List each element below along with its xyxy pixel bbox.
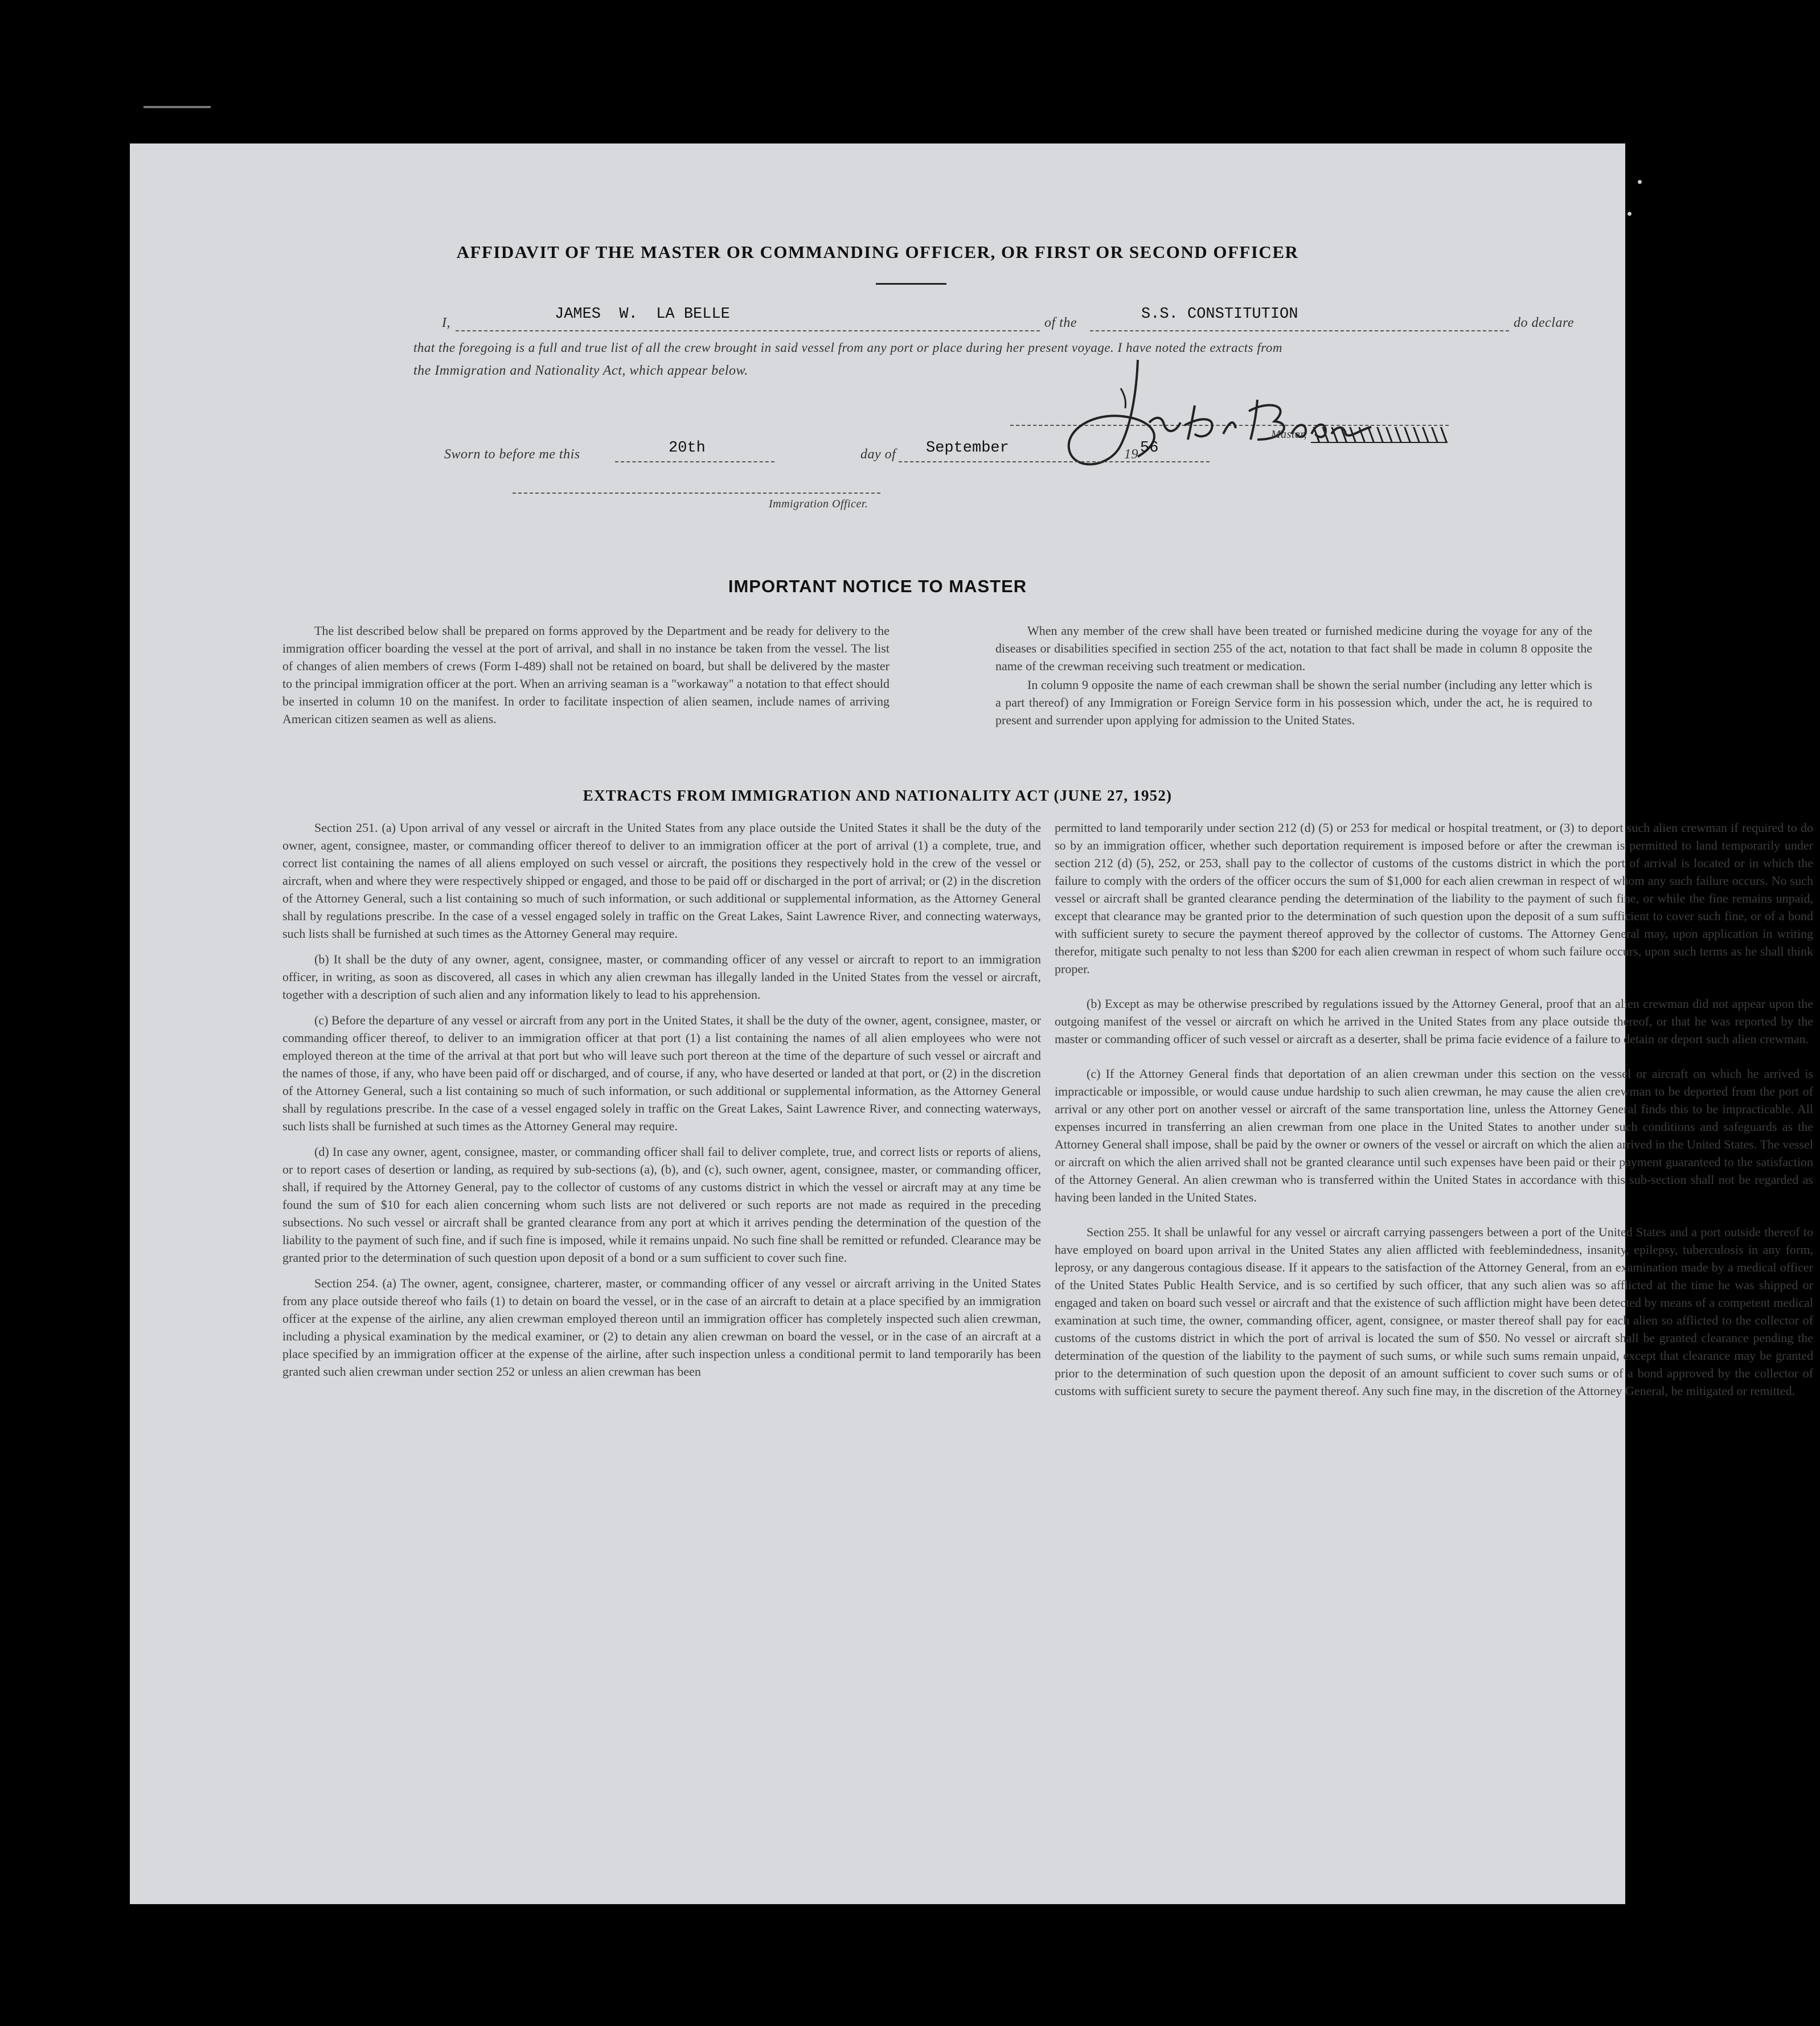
year-suffix: 56: [1140, 440, 1159, 457]
section-251-d: (d) In case any owner, agent, consignee, master, or commanding officer shall fail to deliver complete, true, and correct lists or reports of aliens, or to report cases of desertion or landing, as required by sub-sections (a), (b), and (c), such owner, agent, consignee, master, or commanding officer, shall, if required by the Attorney General, pay to the collector of customs of any customs district in which the vessel or aircraft may at any time be found the sum of $10 for each alien concerning whom such lists are not delivered or such reports are not made as required in the preceding subsections. No such vessel or aircraft shall be granted clearance from any port at which it arrives pending the determination of the question of the liability to the payment of such fine, and if such fine is imposed, while it remains unpaid. No such fine shall be remitted or refunded. Clearance may be granted prior to the determination of such question upon deposit of a bond or a sum sufficient to cover such fine.: [282, 1145, 1041, 1265]
master-name: JAMES W. LA BELLE: [555, 306, 730, 323]
declaration-line-1: that the foregoing is a full and true list of all the crew brought in said vessel from any port or place during her present voyage. I have noted the extracts from: [413, 341, 1282, 355]
section-251-c: (c) Before the departure of any vessel or aircraft from any port in the United States, it shall be the duty of the owner, agent, consignee, master, or commanding officer thereof, to deliver to an immigration officer at that port (1) a list containing the names of all alien employees who were not employed thereon at the time of the arrival at that port but who will leave such port thereon at the time of the departure of such vessel or aircraft and the names of those, if any, who have been paid off or discharged, and of course, if any, who have deserted or landed at that port, or (2) in the discretion of the Attorney General, such a list containing so much of such information, or such additional or supplemental information, as the Attorney General shall by regulations prescribe. In the case of a vessel engaged solely in traffic on the Great Lakes, Saint Lawrence River, and connecting waterways, such lists shall be furnished at such times as the Attorney General may require.: [282, 1013, 1041, 1133]
extracts-right-column: [1055, 819, 1813, 1408]
master-rank-struck: [1311, 427, 1448, 443]
notice-right-paragraph: In column 9 opposite the name of each crewman shall be shown the serial number (including any letter which is a part thereof) of any Immigration or Foreign Service form in his possession which, under the act, he is required to present and surrender upon applying for admission to the United States.: [995, 678, 1592, 727]
name-underline: [456, 330, 1040, 331]
section-251-b: (b) It shall be the duty of any owner, agent, consignee, master, or commanding officer of any vessel or aircraft to report to an immigration officer, in writing, as soon as discovered, all cases in which any alien crewman has illegally landed in the United States from the vessel or aircraft, together with a description of such alien and any information likely to lead to his apprehension.: [282, 952, 1041, 1002]
sworn-label: Sworn to before me this: [444, 447, 580, 462]
section-251-a: Section 251. (a) Upon arrival of any vessel or aircraft in the United States from any place outside the United States it shall be the duty of the owner, agent, consignee, master, or commanding officer thereof to deliver to an immigration officer at the port of arrival (1) a complete, true, and correct list containing the names of all aliens employed on such vessel or aircraft, the positions they respectively hold in the crew of the vessel or aircraft, when and where they were respectively shipped or engaged, and those to be paid off or discharged in the port of arrival; or (2) in the discretion of the Attorney General, such a list containing so much of such information, or such additional or supplemental information, as the Attorney General shall by regulations prescribe. In the case of a vessel engaged solely in traffic on the Great Lakes, Saint Lawrence River, and connecting waterways, such lists shall be furnished at such times as the Attorney General may require.: [282, 821, 1041, 941]
notice-title: IMPORTANT NOTICE TO MASTER: [728, 576, 1027, 596]
year-prefix: 19: [1124, 447, 1138, 462]
scan-artifact-line: [144, 106, 211, 108]
label-do-declare: do declare: [1514, 315, 1575, 330]
notice-right-column: [995, 622, 1592, 737]
label-i: I,: [442, 315, 450, 330]
section-255: Section 255. It shall be unlawful for any vessel or aircraft carrying passengers between a port of the United States and a port outside thereof to have employed on board upon arrival in the United States any alien afflicted with feeblemindedness, insanity, epilepsy, tuberculosis in any form, leprosy, or any dangerous contagious disease. If it appears to the satisfaction of the Attorney General, from an examination made by a medical officer of the United States Public Health Service, and is so certified by such officer, that any such alien was so afflicted at the time he was shipped or engaged and taken on board such vessel or aircraft and that the existence of such affliction might have been detected by means of a competent medical examination at such time, the owner, commanding officer, agent, consignee, or master thereof shall pay for each alien so afflicted to the collector of customs of the customs district in which the port of arrival is located the sum of $50. No vessel or aircraft shall be granted clearance pending the determination of the question of the liability to the payment of such sums, or while such sums remain unpaid, except that clearance may be granted prior to the determination of such question upon the deposit of an amount sufficient to cover such sums or of a bond approved by the collector of customs with sufficient surety to secure the payment thereof. Any such fine may, in the discretion of the Attorney General, be mitigated or remitted.: [1055, 1225, 1813, 1398]
sworn-month-underline: [899, 461, 1210, 462]
vessel-underline: [1090, 330, 1509, 331]
notice-right-paragraph: When any member of the crew shall have been treated or furnished medicine during the voyage for any of the diseases or disabilities specified in section 255 of the act, notation to that fact shall be made in column 8 opposite the name of the crewman receiving such treatment or medication.: [995, 624, 1592, 673]
section-254-a-continued: permitted to land temporarily under section 212 (d) (5) or 253 for medical or hospital treatment, or (3) to deport such alien crewman if required to do so by an immigration officer, whether such deportation requirement is imposed before or after the crewman is permitted to land temporarily under section 212 (d) (5), 252, or 253, shall pay to the collector of customs of the customs district in which the port of arrival is located or in which the failure to comply with the orders of the officer occurs the sum of $1,000 for each alien crewman in respect of whom any such failure occurs. No such vessel or aircraft shall be granted clearance pending the determination of the liability to the payment of such fine, or while the fine remains unpaid, except that clearance may be granted prior to the determination of such question upon the deposit of a sum sufficient to cover such fine, or of a bond with sufficient surety to secure the payment thereof approved by the collector of customs. The Attorney General may, upon application in writing therefor, mitigate such penalty to not less than $200 for each alien crewman in respect of whom such failure occurs, upon such terms as he shall think proper.: [1055, 821, 1813, 976]
section-254-c: (c) If the Attorney General finds that deportation of an alien crewman under this section on the vessel or aircraft on which he arrived is impracticable or impossible, or would cause undue hardship to such alien crewman, he may cause the alien crewman to be deported from the port of arrival or any other port on another vessel or aircraft of the same transportation line, unless the Attorney General finds this to be impracticable. All expenses incurred in transferring an alien crewman from one place in the United States to another under such conditions and safeguards as the Attorney General shall impose, shall be paid by the owner or owners of the vessel or aircraft on which the alien arrived in the United States. The vessel or aircraft on which the alien arrived shall not be granted clearance until such expenses have been paid or their payment guaranteed to the satisfaction of the Attorney General. An alien crewman who is transferred within the United States in accordance with this sub-section shall not be regarded as having been landed in the United States.: [1055, 1067, 1813, 1204]
extracts-title: EXTRACTS FROM IMMIGRATION AND NATIONALITY ACT (JUNE 27, 1952): [583, 787, 1173, 804]
title-underline: [876, 283, 946, 285]
sworn-day-underline: [615, 461, 774, 462]
document-page: [130, 143, 1813, 1904]
scan-artifact-dot: [1628, 212, 1632, 216]
master-signature: [1052, 354, 1468, 474]
day-of-label: day of: [860, 447, 896, 462]
extracts-left-column: [282, 819, 1041, 1388]
sworn-month: September: [926, 440, 1009, 457]
immigration-officer-label: Immigration Officer.: [769, 498, 868, 510]
sworn-day: 20th: [669, 440, 706, 457]
notice-left-paragraph: The list described below shall be prepared on forms approved by the Department and be ready for delivery to the immigration officer boarding the vessel at the port of arrival, and shall in no instance be taken from the vessel. The list of changes of alien members of crews (Form I-489) shall not be retained on board, but shall be delivered by the master to the principal immigration officer at the port. When an arriving seaman is a "workaway" a notation to that effect should be inserted in column 10 on the manifest. In order to facilitate inspection of alien seamen, include names of arriving American citizen seamen as well as aliens.: [282, 624, 889, 726]
label-of-the: of the: [1044, 315, 1077, 330]
master-label: Master,: [1271, 428, 1307, 441]
immigration-officer-line: [513, 493, 880, 494]
vessel-name: S.S. CONSTITUTION: [1141, 306, 1298, 323]
section-254-a: Section 254. (a) The owner, agent, consignee, charterer, master, or commanding officer of any vessel or aircraft arriving in the United States from any place outside thereof who fails (1) to detain on board the vessel, or in the case of an aircraft to detain at a place specified by an immigration officer at the expense of the airline, any alien crewman employed thereon until an immigration officer has completely inspected such alien crewman, including a physical examination by the medical examiner, or (2) to detain any alien crewman on board the vessel, or in the case of an aircraft at a place specified by an immigration officer at the expense of the airline, after such inspection unless a conditional permit to land temporarily has been granted such alien crewman under section 252 or unless an alien crewman has been: [282, 1276, 1041, 1379]
affidavit-title: AFFIDAVIT OF THE MASTER OR COMMANDING OFFICER, OR FIRST OR SECOND OFFICER: [456, 242, 1299, 262]
notice-left-column: [282, 622, 889, 736]
declaration-line-2: the Immigration and Nationality Act, which appear below.: [413, 363, 748, 378]
section-254-b: (b) Except as may be otherwise prescribed by regulations issued by the Attorney General, proof that an alien crewman did not appear upon the outgoing manifest of the vessel or aircraft on which he arrived in the United States from any place outside thereof, or that he was reported by the master or commanding officer of such vessel or aircraft as a deserter, shall be prima facie evidence of a failure to detain or deport such alien crewman.: [1055, 996, 1813, 1046]
scan-artifact-dot: [1638, 180, 1642, 184]
